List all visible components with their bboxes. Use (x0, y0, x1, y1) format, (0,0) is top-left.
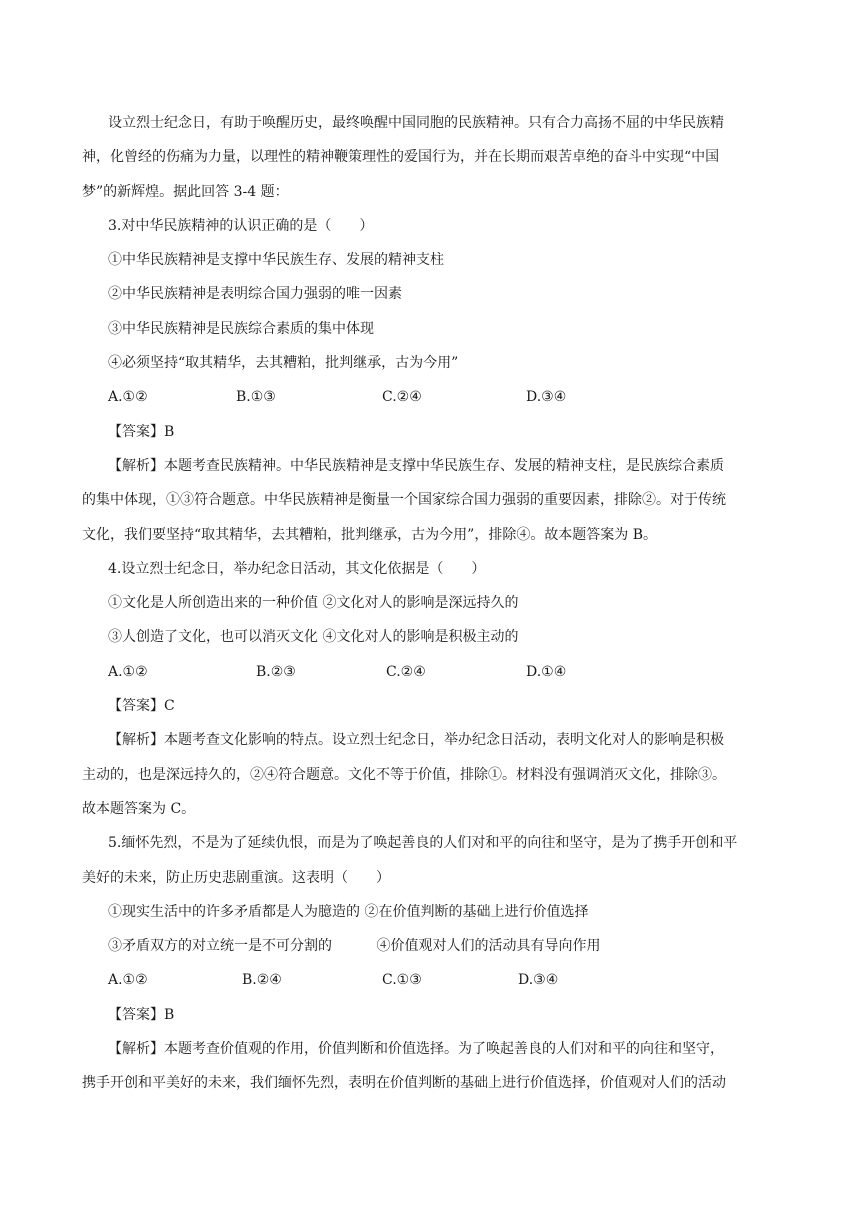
q5-option-a: A.①② (108, 972, 148, 989)
q4-analysis-line-2: 主动的，也是深远持久的，②④符合题意。文化不等于价值，排除①。材料没有强调消灭文化，排除③。 (82, 766, 726, 783)
q3-option-a: A.①② (108, 389, 148, 406)
q4-item-2: ③人创造了文化，也可以消灭文化 ④文化对人的影响是积极主动的 (108, 629, 519, 646)
q5-analysis-tag: 【解析】 (108, 1041, 164, 1058)
intro-line-3: 梦”的新辉煌。据此回答 3-4 题： (82, 183, 289, 200)
q5-answer: 【答案】B (108, 1006, 175, 1023)
q3-option-b: B.①③ (236, 389, 276, 406)
q5-item-1: ①现实生活中的许多矛盾都是人为臆造的 ②在价值判断的基础上进行价值选择 (108, 903, 589, 920)
q5-option-d: D.③④ (518, 972, 559, 989)
q4-answer: 【答案】C (108, 698, 175, 715)
q3-answer: 【答案】B (108, 423, 175, 440)
q5-analysis-line-2: 携手开创和平美好的未来，我们缅怀先烈，表明在价值判断的基础上进行价值选择，价值观对人们的活动 (82, 1075, 726, 1092)
q3-item-4: ④必须坚持“取其精华，去其糟粕，批判继承，古为今用” (108, 355, 459, 372)
q3-analysis-line-1 (108, 449, 788, 483)
q3-stem: 3.对中华民族精神的认识正确的是（ ） (108, 217, 374, 234)
q3-analysis-text-1: 本题考查民族精神。中华民族精神是支撑中华民族生存、发展的精神支柱，是民族综合素质 (164, 457, 724, 474)
q4-analysis-text-1: 本题考查文化影响的特点。设立烈士纪念日，举办纪念日活动，表明文化对人的影响是积极 (164, 732, 724, 749)
q3-option-c: C.②④ (382, 389, 422, 406)
q5-option-b: B.②④ (242, 972, 282, 989)
intro-line-1: 设立烈士纪念日，有助于唤醒历史，最终唤醒中国同胞的民族精神。只有合力高扬不屈的中华民族精 (108, 115, 724, 131)
q4-analysis-line-1 (108, 723, 788, 757)
q4-analysis-tag: 【解析】 (108, 732, 164, 749)
q3-item-1: ①中华民族精神是支撑中华民族生存、发展的精神支柱 (108, 252, 444, 269)
q5-analysis-text-1: 本题考查价值观的作用，价值判断和价值选择。为了唤起善良的人们对和平的向往和坚守， (164, 1041, 724, 1058)
q4-item-1: ①文化是人所创造出来的一种价值 ②文化对人的影响是深远持久的 (108, 595, 519, 612)
intro-line-2: 神，化曾经的伤痛为力量，以理性的精神鞭策理性的爱国行为，并在长期而艰苦卓绝的奋斗中实现“中国 (82, 149, 720, 166)
q5-options (108, 963, 788, 997)
q4-analysis-line-3: 故本题答案为 C。 (82, 800, 196, 817)
q4-option-d: D.①④ (526, 663, 567, 680)
q3-item-3: ③中华民族精神是民族综合素质的集中体现 (108, 320, 374, 337)
q3-option-d: D.③④ (526, 389, 567, 406)
q5-analysis-line-1 (108, 1032, 788, 1066)
q3-analysis-tag: 【解析】 (108, 457, 164, 474)
q4-options (108, 655, 788, 689)
q3-analysis-line-2: 的集中体现，①③符合题意。中华民族精神是衡量一个国家综合国力强弱的重要因素，排除②。对于传统 (82, 492, 726, 509)
q5-stem-line-2: 美好的未来，防止历史悲剧重演。这表明（ ） (82, 869, 390, 886)
q3-options (108, 380, 788, 414)
q5-item-2: ③矛盾双方的对立统一是不可分割的 ④价值观对人们的活动具有导向作用 (108, 938, 601, 955)
q4-option-a: A.①② (108, 663, 148, 680)
document-body (82, 106, 788, 1101)
q4-option-b: B.②③ (256, 663, 296, 680)
q5-stem-line-1: 5.缅怀先烈，不是为了延续仇恨，而是为了唤起善良的人们对和平的向往和坚守，是为了携手开创和平 (108, 835, 738, 852)
q5-option-c: C.①③ (382, 972, 422, 989)
q4-option-c: C.②④ (386, 663, 426, 680)
q4-stem: 4.设立烈士纪念日，举办纪念日活动，其文化依据是（ ） (108, 560, 486, 577)
q3-analysis-line-3: 文化，我们要坚持“取其精华，去其糟粕，批判继承，古为今用”，排除④。故本题答案为 B。 (82, 526, 658, 543)
q3-item-2: ②中华民族精神是表明综合国力强弱的唯一因素 (108, 286, 402, 303)
